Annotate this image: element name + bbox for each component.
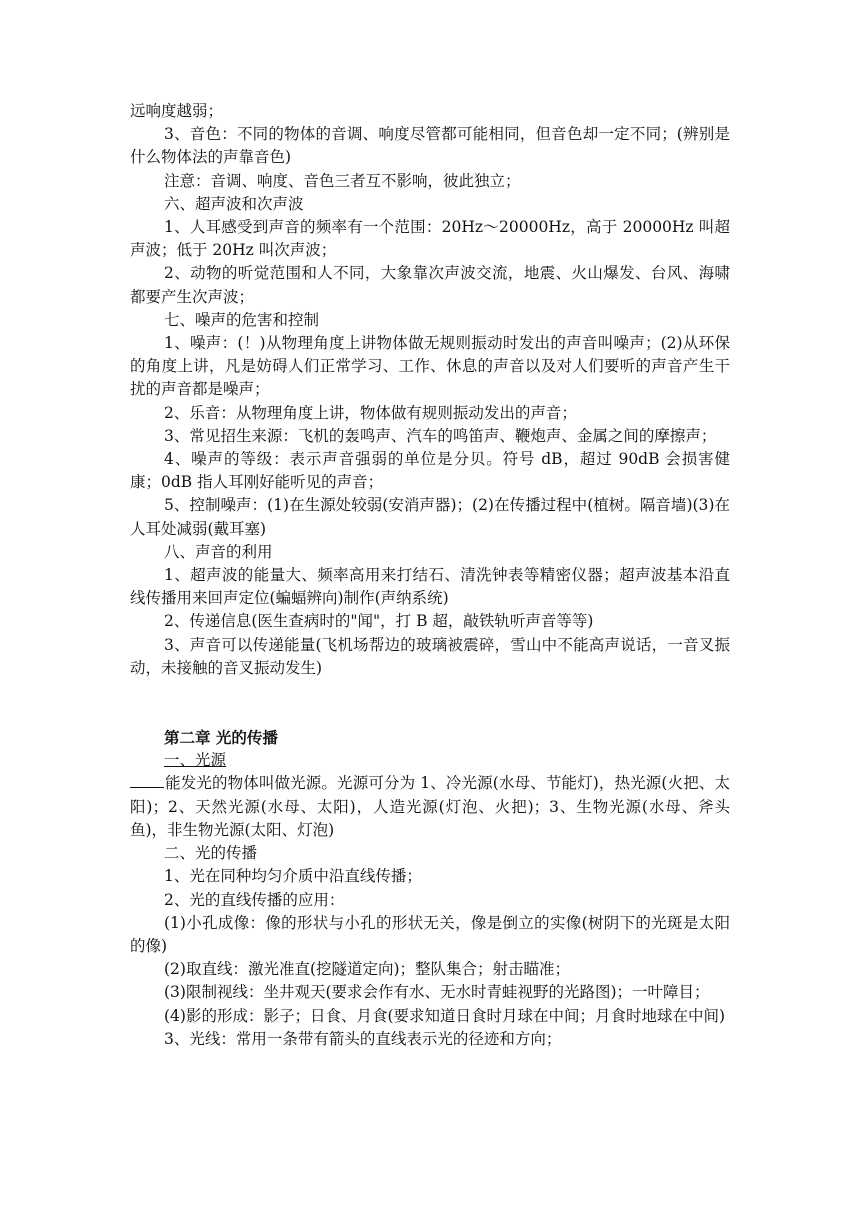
section-heading (130, 749, 730, 772)
paragraph: 2、传递信息(医生查病时的"闻"，打 B 超，敲铁轨听声音等等) (164, 612, 594, 631)
paragraph: 1、人耳感受到声音的频率有一个范围：20Hz～20000Hz，高于 20000Hz 叫超声波；低于 20Hz 叫次声波； (130, 218, 730, 260)
section-heading: 六、超声波和次声波 (164, 194, 304, 213)
paragraph: 1、超声波的能量大、频率高用来打结石、清洗钟表等精密仪器；超声波基本沿直线传播用来回声定位(蝙蝠辨向)制作(声纳系统) (130, 566, 730, 608)
fill-blank-line (130, 773, 164, 788)
paragraph: 5、控制噪声：(1)在生源处较弱(安消声器)；(2)在传播过程中(植树。隔音墙)(3)在人耳处减弱(戴耳塞) (130, 496, 730, 538)
paragraph: 1、噪声：(！)从物理角度上讲物体做无规则振动时发出的声音叫噪声；(2)从环保的角度上讲，凡是妨碍人们正常学习、工作、休息的声音以及对人们要听的声音产生干扰的声音都是噪声； (130, 334, 730, 399)
spacer (130, 680, 730, 726)
paragraph: (3)限制视线：坐井观天(要求会作有水、无水时青蛙视野的光路图)；一叶障目； (164, 983, 710, 1002)
paragraph: 2、光的直线传播的应用： (164, 890, 345, 909)
paragraph: 1、光在同种均匀介质中沿直线传播； (164, 867, 422, 886)
paragraph: 注意：音调、响度、音色三者互不影响，彼此独立； (164, 171, 521, 190)
paragraph: 3、声音可以传递能量(飞机场帮边的玻璃被震碎，雪山中不能高声说话，一音叉振动，未接触的音叉振动发生) (130, 635, 730, 677)
paragraph: 2、动物的听觉范围和人不同，大象靠次声波交流，地震、火山爆发、台风、海啸都要产生次声波； (130, 264, 730, 306)
section-heading: 二、光的传播 (164, 844, 258, 863)
paragraph: (2)取直线：激光准直(挖隧道定向)；整队集合；射击瞄准； (164, 960, 571, 979)
paragraph: 2、乐音：从物理角度上讲，物体做有规则振动发出的声音； (164, 403, 577, 422)
paragraph-text: 能发光的物体叫做光源。光源可分为 1、冷光源(水母、节能灯)，热光源(火把、太阳)；2、天然光源(水母、太阳)，人造光源(灯泡、火把)；3、生物光源(水母、斧头鱼)，非生物光源(太阳、灯泡) (130, 774, 730, 839)
paragraph: 3、常见招生来源：飞机的轰鸣声、汽车的鸣笛声、鞭炮声、金属之间的摩擦声； (164, 426, 717, 445)
chapter-title: 第二章 光的传播 (164, 728, 278, 748)
paragraph (130, 772, 730, 842)
paragraph: 4、噪声的等级：表示声音强弱的单位是分贝。符号 dB，超过 90dB 会损害健康；0dB 指人耳刚好能听见的声音； (130, 450, 730, 492)
paragraph: (4)影的形成：影子；日食、月食(要求知道日食时月球在中间；月食时地球在中间) (164, 1006, 726, 1025)
paragraph: (1)小孔成像：像的形状与小孔的形状无关，像是倒立的实像(树阴下的光斑是太阳的像) (130, 913, 730, 955)
document-page (130, 100, 730, 1051)
paragraph: 远响度越弱； (130, 102, 224, 120)
section-heading: 八、声音的利用 (164, 542, 273, 561)
paragraph: 3、光线：常用一条带有箭头的直线表示光的径迹和方向； (164, 1029, 562, 1048)
section-heading: 七、噪声的危害和控制 (164, 310, 320, 329)
paragraph: 3、音色：不同的物体的音调、响度尽管都可能相同，但音色却一定不同；(辨别是什么物体法的声靠音色) (130, 125, 730, 167)
section-heading-text: 一、光源 (164, 751, 227, 770)
